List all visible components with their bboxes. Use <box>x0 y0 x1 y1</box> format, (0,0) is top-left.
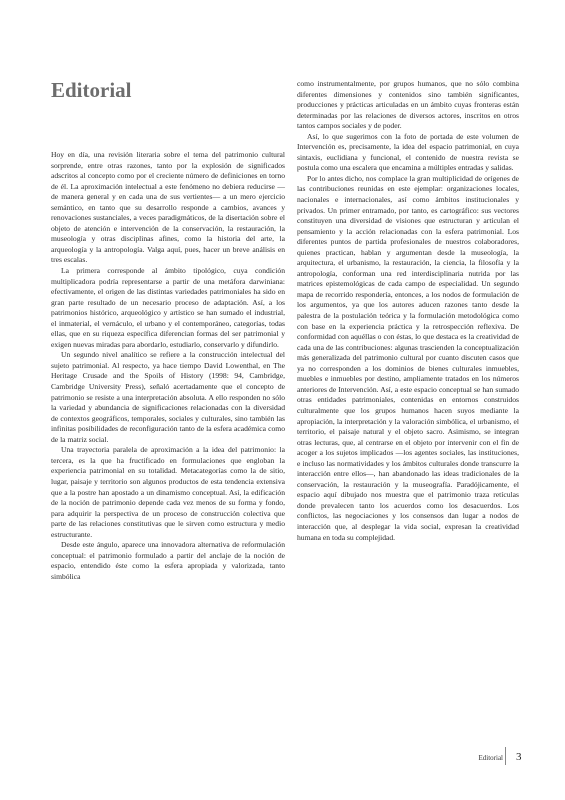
footer-divider <box>505 747 506 765</box>
paragraph: Desde este ángulo, aparece una innovadora alternativa de reformulación conceptual: el patrimonio formulado a partir del anclaje de la noción de espacio, entendido éste como la esfera apropiada y valorizada, tanto simbólica <box>51 540 285 581</box>
right-column <box>297 79 519 543</box>
left-column <box>51 150 285 582</box>
footer-section-label: Editorial <box>478 754 503 762</box>
page-number: 3 <box>516 751 522 763</box>
paragraph: como instrumentalmente, por grupos humanos, que no sólo combina diferentes dimensiones y contenidos sino también significantes, producciones y prácticas articuladas en un ámbito cuyas fronteras están determinadas por las relaciones de diversos actores, inscritos en otros tantos campos sociales y de poder. <box>297 79 519 131</box>
paragraph: Un segundo nivel analítico se refiere a la construcción intelectual del sujeto patrimonial. Al respecto, ya hace tiempo David Lowenthal, en The Heritage Crusade and the Spoils of History (1998: 94, Cambridge, Cambridge University Press), señaló acertadamente que el concepto de patrimonio se resiste a una interpretación absoluta. A ello responden no sólo la variedad y abundancia de significaciones relacionadas con la diversidad de contextos geográficos, temporales, sociales y culturales, sino también las infinitas posibilidades de reconfiguración tanto de la esfera académica como de la matriz social. <box>51 350 285 444</box>
paragraph: Así, lo que sugerimos con la foto de portada de este volumen de Intervención es, precisamente, la idea del espacio patrimonial, en cuya sintaxis, euclidiana y funcional, el contenido de nuestra revista se postula como una escalera que encamina a múltiples entradas y salidas. <box>297 131 519 173</box>
paragraph: Una trayectoria paralela de aproximación a la idea del patrimonio: la tercera, es la que ha fructificado en formulaciones que engloban la experiencia patrimonial en su totalidad. Metacategorías como la de sitio, lugar, paisaje y territorio son algunos productos de esta tendencia extensiva que a la postre han apostado a un dinamismo conceptual. Así, la edificación de la noción de patrimonio depende cada vez menos de su forma y fondo, para adquirir la perspectiva de un proceso de construcción colectiva que parte de las relaciones constitutivas que le sirven como estructura y medio estructurante. <box>51 445 285 539</box>
page-title: Editorial <box>51 78 132 102</box>
paragraph: Por lo antes dicho, nos complace la gran multiplicidad de orígenes de las contribuciones reunidas en este ejemplar: organizaciones locales, nacionales e internacionales, así como ámbitos institucionales y privados. Un primer entramado, por tanto, es cartográfico: sus vectores constituyen una diversidad de visiones que estructuran y articulan el pensamiento y la acción relacionadas con la esfera patrimonial. Los diferentes puntos de partida profesionales de nuestros colaboradores, quienes practican, hablan y argumentan desde la museología, la arquitectura, el urbanismo, la restauración, la ciencia, la filosofía y la antropología, conforman una red interdisciplinaria nutrida por las matrices epistemológicas de cada campo de especialidad. Un segundo mapa de recorrido respondería, entonces, a los nodos de formulación de los argumentos, ya que los autores aducen razones tanto desde la palestra de la postulación teórica y la formulación metodológica como con base en la experiencia práctica y la retrospección reflexiva. De conformidad con aquéllas o con éstas, lo que destaca es la creatividad de cada una de las contribuciones: algunas trascienden la conceptualización más generalizada del patrimonio cultural por cuanto discuten casos que ya no corresponden a los dominios de bienes culturales inmuebles, muebles e inmuebles por destino, ampliamente tratados en los números anteriores de Intervención. Así, a este espacio conceptual se han sumado otras entidades patrimoniales, contenidas en entornos construidos culturalmente que los grupos humanos hacen suyos mediante la apropiación, la interpretación y la valoración simbólica, el urbanismo, el territorio, el paisaje natural y el objeto sacro. Asimismo, se integran otras lecturas, que, al centrarse en el objeto por intervenir con el fin de acoger a los sujetos implicados —los agentes sociales, las instituciones, e incluso las normatividades y los ámbitos culturales donde transcurre la interacción entre ellos—, han abandonado las ideas tradicionales de la conservación, la restauración y la museografía. Paradójicamente, el espacio aquí dibujado nos muestra que el patrimonio traza retículas donde prevalecen tanto los acuerdos como los desacuerdos. Los conflictos, las negociaciones y los consensos dan lugar a nodos de interacción que, al desplegar la vida social, expresan la creatividad humana en toda su complejidad. <box>297 173 519 542</box>
paragraph: La primera corresponde al ámbito tipológico, cuya condición multiplicadora podría representarse a partir de una metáfora darwiniana: efectivamente, el origen de las distintas variedades patrimoniales ha sido en gran parte resultado de un necesario proceso de adaptación. Así, a los patrimonios histórico, arqueológico y artístico se han sumado el industrial, el inmaterial, el vernáculo, el urbano y el contemporáneo, categorías, todas ellas, que en su riqueza específica diferencian formas del ser patrimonial y exigen nuevas miradas para abordarlo, estudiarlo, conservarlo y difundirlo. <box>51 266 285 349</box>
paragraph: Hoy en día, una revisión literaria sobre el tema del patrimonio cultural sorprende, entre otras razones, tanto por la explosión de significados adscritos al concepto como por el creciente número de definiciones en torno de él. La aproximación intelectual a este fenómeno no debiera reducirse —de manera general y en cada una de sus vertientes— a un mero ejercicio semántico, en tanto que su desarrollo responde a cambios, avances y renovaciones sustanciales, a veces paradigmáticos, de la disertación sobre el objeto de atención e intervención de la conservación, la restauración, la museología y otras disciplinas afines, como la historia del arte, la arqueología y la antropología. Valga aquí, pues, hacer un breve análisis en tres escalas. <box>51 150 285 265</box>
